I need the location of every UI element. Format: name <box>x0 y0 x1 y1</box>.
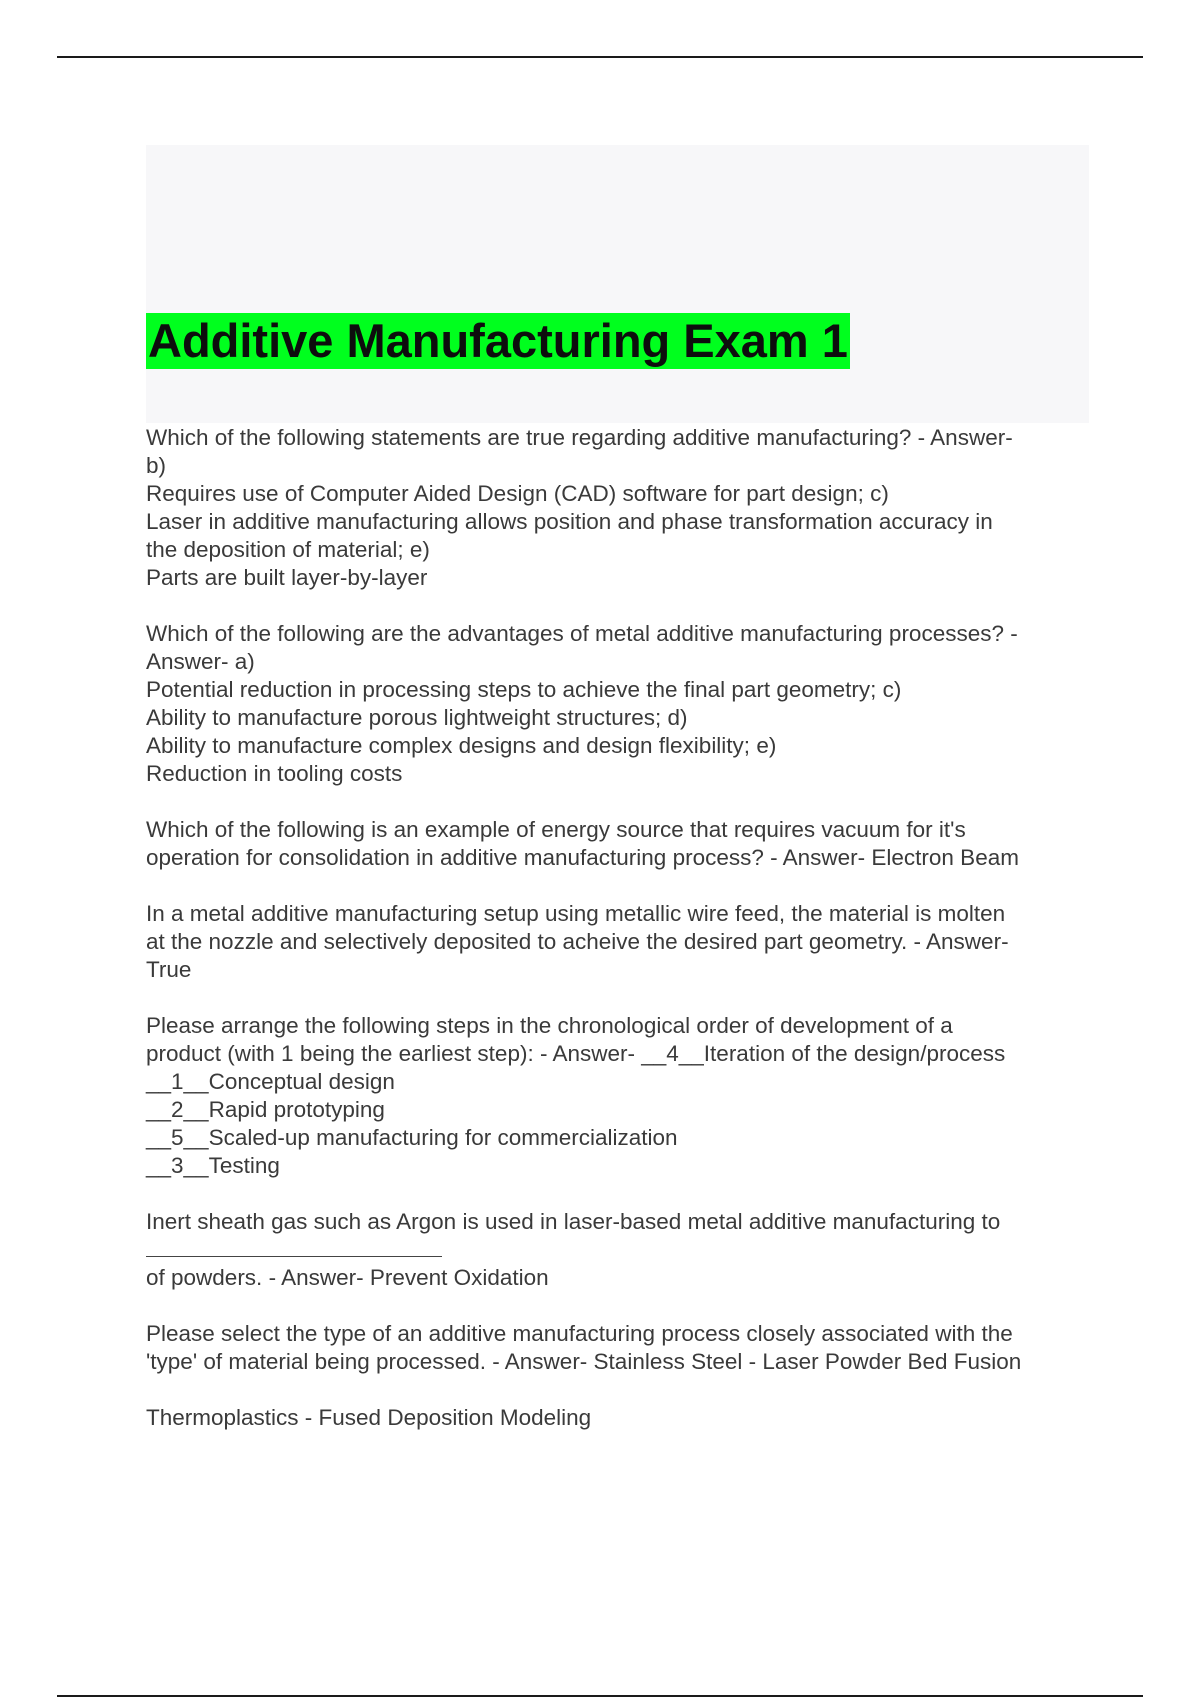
text-line: True <box>146 957 192 982</box>
text-line: at the nozzle and selectively deposited to acheive the desired part geometry. - Answer- <box>146 929 1009 954</box>
text-line: Reduction in tooling costs <box>146 761 403 786</box>
text-line: Laser in additive manufacturing allows position and phase transformation accuracy in <box>146 509 993 534</box>
qa-item <box>146 1320 1091 1376</box>
text-line: Thermoplastics - Fused Deposition Modeling <box>146 1405 592 1430</box>
text-line: Answer- a) <box>146 649 255 674</box>
qa-item <box>146 620 1091 788</box>
text-line: Which of the following statements are true regarding additive manufacturing? - Answer- <box>146 425 1013 450</box>
text-line: Potential reduction in processing steps to achieve the final part geometry; c) <box>146 677 902 702</box>
text-line: __1__Conceptual design <box>146 1069 395 1094</box>
fill-in-blank <box>146 1236 442 1257</box>
text-line: Parts are built layer-by-layer <box>146 565 428 590</box>
qa-item <box>146 1012 1091 1180</box>
qa-item <box>146 900 1091 984</box>
text-line: Please arrange the following steps in the chronological order of development of a <box>146 1013 953 1038</box>
blank-line <box>146 1236 1091 1264</box>
qa-item <box>146 816 1091 872</box>
text-line: b) <box>146 453 167 478</box>
text-line: 'type' of material being processed. - Answer- Stainless Steel - Laser Powder Bed Fusion <box>146 1349 1022 1374</box>
text-line: __2__Rapid prototyping <box>146 1097 385 1122</box>
text-line: In a metal additive manufacturing setup using metallic wire feed, the material is molten <box>146 901 1006 926</box>
text-line: Which of the following is an example of energy source that requires vacuum for it's <box>146 817 966 842</box>
text-line: operation for consolidation in additive manufacturing process? - Answer- Electron Beam <box>146 845 1019 870</box>
text-line: __3__Testing <box>146 1153 280 1178</box>
text-line: product (with 1 being the earliest step): - Answer- __4__Iteration of the design/process <box>146 1041 1006 1066</box>
qa-item <box>146 1404 1091 1432</box>
header-panel <box>146 145 1089 423</box>
top-rule <box>57 56 1143 58</box>
qa-item <box>146 424 1091 592</box>
page-title: Additive Manufacturing Exam 1 <box>148 314 848 367</box>
qa-item <box>146 1208 1091 1292</box>
text-line: Which of the following are the advantages of metal additive manufacturing processes? - <box>146 621 1018 646</box>
text-line: Ability to manufacture porous lightweight structures; d) <box>146 705 688 730</box>
text-line: the deposition of material; e) <box>146 537 430 562</box>
text-line: __5__Scaled-up manufacturing for commercialization <box>146 1125 678 1150</box>
text-line: Requires use of Computer Aided Design (CAD) software for part design; c) <box>146 481 889 506</box>
text-line: of powders. - Answer- Prevent Oxidation <box>146 1265 549 1290</box>
text-line: Inert sheath gas such as Argon is used in laser-based metal additive manufacturing to <box>146 1209 1001 1234</box>
text-line: Please select the type of an additive manufacturing process closely associated with the <box>146 1321 1013 1346</box>
document-body <box>146 424 1091 1460</box>
bottom-rule <box>57 1695 1143 1697</box>
text-line: Ability to manufacture complex designs and design flexibility; e) <box>146 733 777 758</box>
